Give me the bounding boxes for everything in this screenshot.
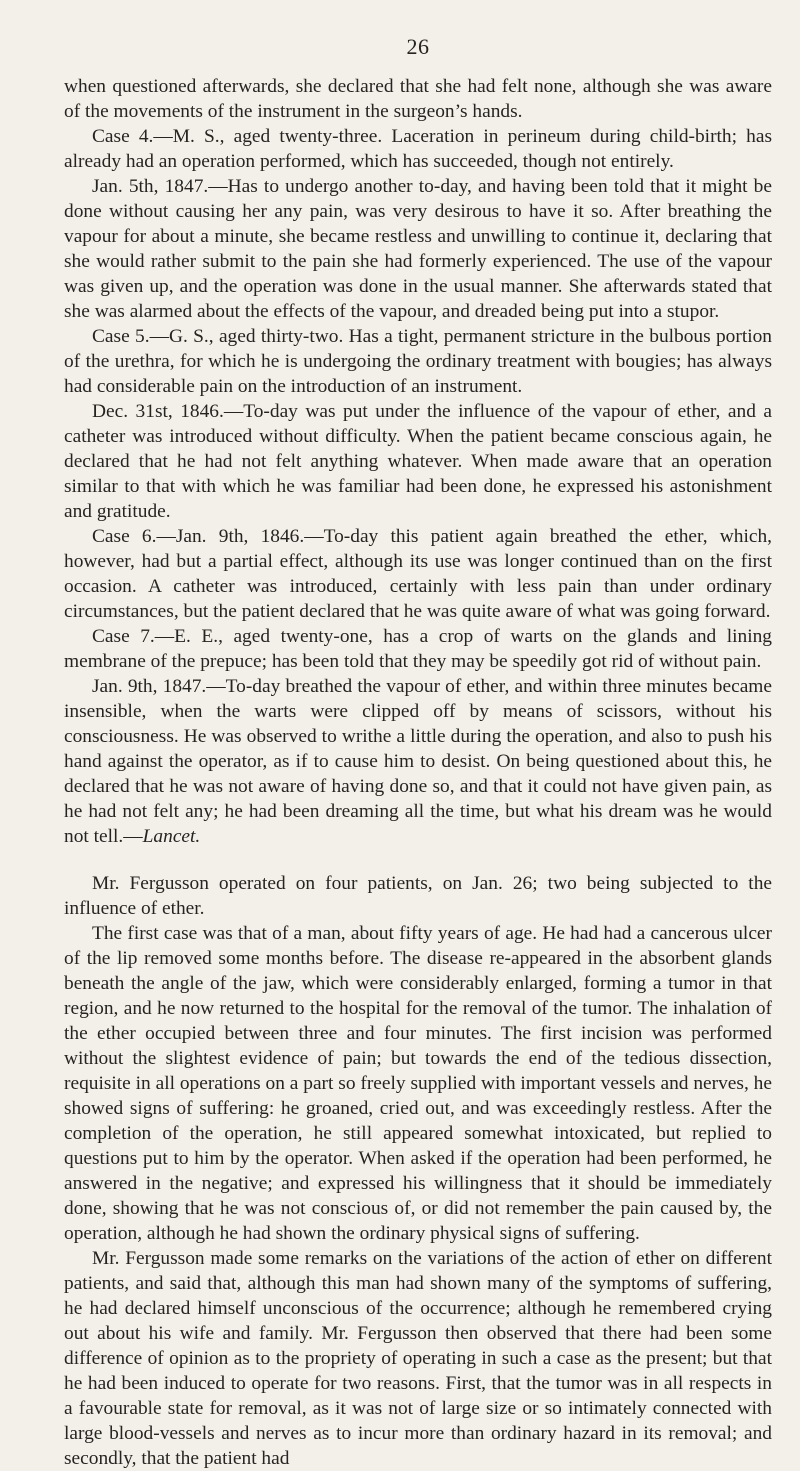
paragraph-first-case: The first case was that of a man, about fifty years of age. He had had a cancerous ulcer of the lip removed some months before. The disease re-appeared in the absorbent glands beneath the angle of the jaw, which were considerably enlarged, forming a tumor in that region, and he now returned to the hospital for the removal of the tumor. The inhalation of the ether occupied between three and four minutes. The first incision was performed without the slightest evidence of pain; but towards the end of the tedious dissection, requisite in all operations on a part so freely supplied with important vessels and nerves, he showed signs of suffering: he groaned, cried out, and was exceedingly restless. After the completion of the operation, he still appeared somewhat intoxicated, but replied to questions put to him by the operator. When asked if the operation had been performed, he answered in the negative; and expressed his willingness that it should be immediately done, showing that he was not conscious of, or did not remember the pain caused by, the operation, although he had shown the ordinary physical signs of suffering. bbox=[64, 923, 772, 1244]
source-citation: Lancet. bbox=[142, 826, 201, 847]
paragraph-case-5: Case 5.—G. S., aged thirty-two. Has a tight, permanent stricture in the bulbous portion of the urethra, for which he is undergoing the ordinary treatment with bougies; has always had considerable pain on the introduction of an instrument. bbox=[64, 326, 772, 397]
text-body bbox=[64, 74, 772, 1471]
paragraph-case-5-entry: Dec. 31st, 1846.—To-day was put under the influence of the vapour of ether, and a catheter was introduced without difficulty. When the patient became conscious again, he declared that he had not felt anything whatever. When made aware that an operation similar to that with which he was familiar had been done, he expressed his astonishment and gratitude. bbox=[64, 401, 772, 522]
paragraph-case-4: Case 4.—M. S., aged twenty-three. Laceration in perineum during child-birth; has already had an operation performed, which has succeeded, though not entirely. bbox=[64, 126, 772, 172]
page-number: 26 bbox=[406, 34, 430, 59]
paragraph-continuation: when questioned afterwards, she declared that she had felt none, although she was aware of the movements of the instrument in the surgeon’s hands. bbox=[64, 76, 772, 122]
paragraph-case-6: Case 6.—Jan. 9th, 1846.—To-day this patient again breathed the ether, which, however, had but a partial effect, although its use was longer continued than on the first occasion. A catheter was introduced, certainly with less pain than under ordinary circumstances, but the patient declared that he was quite aware of what was going forward. bbox=[64, 526, 772, 622]
paragraph-fergusson-intro: Mr. Fergusson operated on four patients, on Jan. 26; two being subjected to the influence of ether. bbox=[64, 873, 772, 919]
paragraph-case-4-entry: Jan. 5th, 1847.—Has to undergo another to-day, and having been told that it might be done without causing her any pain, was very desirous to have it so. After breathing the vapour for about a minute, she became restless and unwilling to continue it, declaring that she would rather submit to the pain she had formerly experienced. The use of the vapour was given up, and the operation was done in the usual manner. She afterwards stated that she was alarmed about the effects of the vapour, and dreaded being put into a stupor. bbox=[64, 176, 772, 322]
paragraph-case-7: Case 7.—E. E., aged twenty-one, has a crop of warts on the glands and lining membrane of the prepuce; has been told that they may be speedily got rid of without pain. bbox=[64, 626, 772, 672]
paragraph-case-7-entry bbox=[64, 674, 772, 849]
paragraph-case-7-entry-text: Jan. 9th, 1847.—To-day breathed the vapour of ether, and within three minutes became insensible, when the warts were clipped off by means of scissors, without his consciousness. He was observed to writhe a little during the operation, and also to push his hand against the operator, as if to cause him to desist. On being questioned about this, he declared that he was not aware of having done so, and that it could not have given pain, as he had not felt any; he had been dreaming all the time, but what his dream was he would not tell.— bbox=[64, 676, 772, 847]
paragraph-fergusson-remarks: Mr. Fergusson made some remarks on the variations of the action of ether on different patients, and said that, although this man had shown many of the symptoms of suffering, he had declared himself unconscious of the occurrence; although he remembered crying out about his wife and family. Mr. Fergusson then observed that there had been some difference of opinion as to the propriety of operating in such a case as the present; but that he had been induced to operate for two reasons. First, that the tumor was in all respects in a favourable state for removal, as it was not of large size or so intimately connected with large blood-vessels and nerves as to incur more than ordinary hazard in its removal; and secondly, that the patient had bbox=[64, 1248, 772, 1469]
